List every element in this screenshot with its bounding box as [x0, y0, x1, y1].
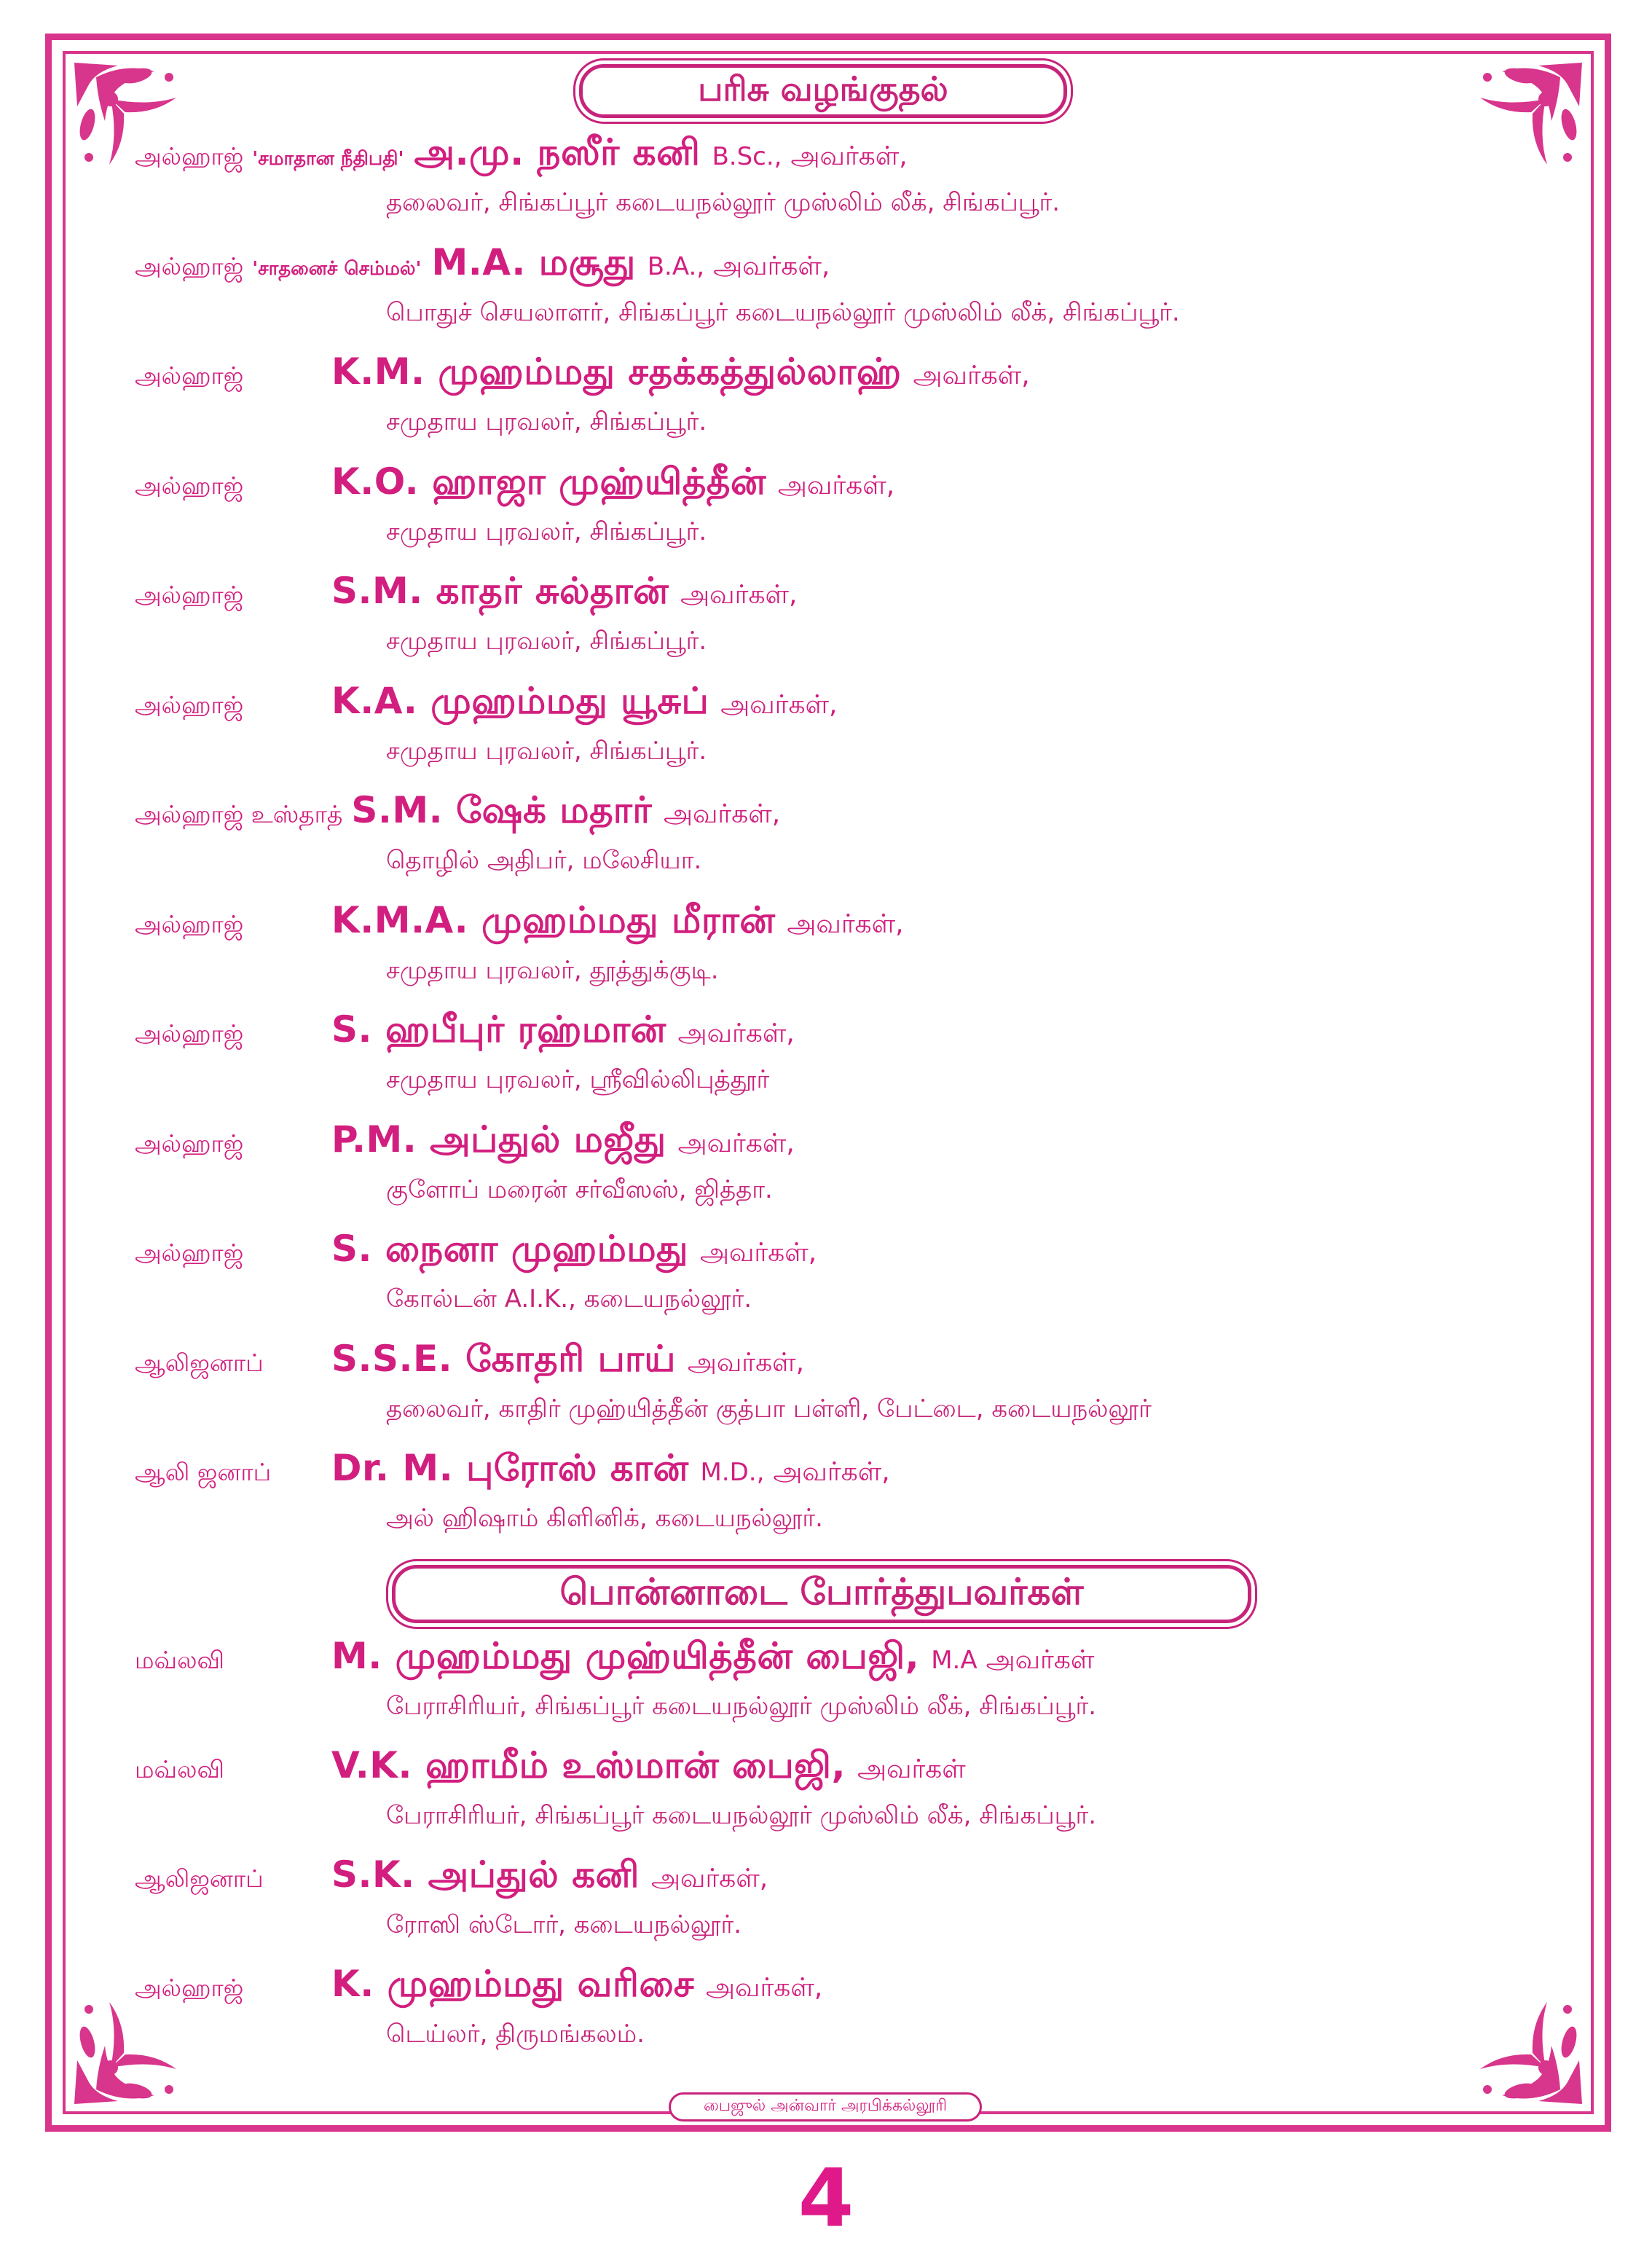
honorific-suffix: அவர்கள், — [706, 1973, 823, 2003]
honorific-prefix: அல்ஹாஜ் — [135, 1239, 244, 1267]
honoree-name: S. நைனா முஹம்மது — [331, 1228, 688, 1270]
honoree-name: S. ஹபீபுர் ரஹ்மான் — [331, 1008, 666, 1051]
honoree-designation: பொதுச் செயலாளர், சிங்கப்பூர் கடையநல்லூர் முஸ்லிம் லீக், சிங்கப்பூர். — [386, 297, 1180, 327]
honoree-name: S.K. அப்துல் கனி — [331, 1853, 640, 1896]
honorific-prefix: அல்ஹாஜ் — [135, 251, 244, 280]
degree: B.Sc., — [712, 142, 782, 171]
honoree-name: M.A. மசூது — [431, 240, 636, 283]
honorific-prefix: அல்ஹாஜ் — [135, 1129, 244, 1158]
honoree-designation: குளோப் மரைன் சர்வீஸஸ், ஜித்தா. — [386, 1174, 773, 1204]
honoree-designation: சமுதாய புரவலர், சிங்கப்பூர். — [386, 517, 707, 546]
honoree-title-line — [135, 899, 904, 946]
honorific-suffix: அவர்கள், — [687, 1347, 805, 1378]
honoree-designation: கோல்டன் A.I.K., கடையநல்லூர். — [386, 1284, 752, 1314]
honoree-designation: அல் ஹிஷாம் கிளினிக், கடையநல்லூர். — [386, 1504, 823, 1533]
honoree-name: K.M.A. முஹம்மது மீரான் — [331, 898, 776, 941]
honorific-suffix: அவர்கள், — [677, 1128, 795, 1158]
honoree-title-line — [135, 350, 1030, 398]
honoree-title-line — [135, 1118, 795, 1166]
honorific-prefix: அல்ஹாஜ் — [135, 142, 244, 170]
honoree-name: M. முஹம்மது முஹ்யித்தீன் பைஜி, — [331, 1635, 920, 1677]
honorific-title: 'சமாதான நீதிபதி' — [252, 148, 404, 170]
honoree-title-line — [135, 1338, 804, 1385]
page-number: 4 — [798, 2151, 854, 2245]
honoree-name: அ.மு. நஸீர் கனி — [414, 131, 701, 173]
honorific-prefix: ஆலி ஜனாப் — [135, 1458, 272, 1486]
honoree-title-line — [135, 680, 837, 727]
honorific-suffix: அவர்கள், — [677, 1018, 795, 1048]
degree: B.A., — [647, 251, 705, 281]
honorific-prefix: அல்ஹாஜ் — [135, 471, 244, 500]
honorific-prefix: அல்ஹாஜ் உஸ்தாத் — [135, 800, 343, 828]
honoree-title-line — [135, 241, 830, 289]
honorific-suffix: அவர்கள், — [699, 1238, 817, 1268]
honorific-suffix: அவர்கள், — [663, 799, 781, 829]
honoree-designation: சமுதாய புரவலர், ஸ்ரீவில்லிபுத்தூர் — [386, 1065, 770, 1094]
honoree-name: K.A. முஹம்மது யூசுப் — [331, 679, 709, 722]
honoree-name: Dr. M. புரோஸ் கான் — [331, 1447, 689, 1489]
honorific-prefix: அல்ஹாஜ் — [135, 361, 244, 390]
honoree-title-line — [135, 1635, 1094, 1682]
honoree-name: K.O. ஹாஜா முஹ்யித்தீன் — [331, 460, 766, 503]
honorific-prefix: அல்ஹாஜ் — [135, 1974, 244, 2002]
honorific-prefix: அல்ஹாஜ் — [135, 909, 244, 938]
honorific-suffix: அவர்கள், — [787, 908, 904, 939]
honorific-prefix: ஆலிஜனாப் — [135, 1864, 264, 1893]
honorific-prefix: அல்ஹாஜ் — [135, 581, 244, 609]
honorific-suffix: அவர்கள், — [773, 1457, 890, 1487]
honoree-name: S.M. காதர் சுல்தான் — [331, 570, 669, 612]
degree: M.A — [931, 1646, 978, 1675]
honorific-title: 'சாதனைச் செம்மல்' — [252, 257, 422, 280]
honoree-title-line — [135, 1008, 795, 1056]
honorific-suffix: அவர்கள், — [777, 470, 895, 501]
section-heading-shawl: பொன்னாடை போர்த்துபவர்கள் — [392, 1565, 1251, 1623]
honoree-designation: பேராசிரியர், சிங்கப்பூர் கடையநல்லூர் முஸ்லிம் லீக், சிங்கப்பூர். — [386, 1801, 1097, 1830]
honorific-suffix: அவர்கள், — [713, 251, 830, 281]
floral-corner-icon — [1466, 55, 1589, 179]
honorific-suffix: அவர்கள், — [720, 689, 838, 720]
honoree-designation: சமுதாய புரவலர், சிங்கப்பூர். — [386, 407, 707, 436]
honoree-name: K.M. முஹம்மது சதக்கத்துல்லாஹ் — [331, 350, 902, 393]
honoree-designation: சமுதாய புரவலர், சிங்கப்பூர். — [386, 627, 707, 656]
honoree-title-line — [135, 131, 908, 178]
honorific-prefix: மவ்லவி — [135, 1755, 225, 1783]
honorific-suffix: அவர்கள், — [790, 141, 908, 171]
honoree-title-line — [135, 1447, 890, 1494]
honorific-prefix: அல்ஹாஜ் — [135, 1019, 244, 1048]
honoree-title-line — [135, 789, 780, 836]
honoree-designation: தொழில் அதிபர், மலேசியா. — [386, 846, 702, 875]
honorific-prefix: அல்ஹாஜ் — [135, 690, 244, 719]
honoree-title-line — [135, 1853, 768, 1901]
honoree-designation: தலைவர், காதிர் முஹ்யித்தீன் குத்பா பள்ளி, பேட்டை, கடையநல்லூர் — [386, 1394, 1152, 1424]
honoree-title-line — [135, 1744, 966, 1791]
honoree-designation: சமுதாய புரவலர், சிங்கப்பூர். — [386, 736, 707, 766]
honoree-name: V.K. ஹாமீம் உஸ்மான் பைஜி, — [331, 1744, 846, 1786]
honoree-name: S.M. ஷேக் மதார் — [351, 789, 652, 831]
honorific-prefix: மவ்லவி — [135, 1646, 225, 1674]
honorific-suffix: அவர்கள் — [857, 1754, 966, 1784]
honoree-name: K. முஹம்மது வரிசை — [331, 1963, 695, 2005]
honoree-designation: தலைவர், சிங்கப்பூர் கடையநல்லூர் முஸ்லிம் லீக், சிங்கப்பூர். — [386, 188, 1061, 217]
honoree-designation: டெய்லர், திருமங்கலம். — [386, 2020, 645, 2049]
degree: M.D., — [700, 1458, 765, 1487]
college-footer-label: பைஜுல் அன்வார் அரபிக்கல்லூரி — [669, 2092, 982, 2122]
section-heading-gifts: பரிசு வழங்குதல் — [579, 64, 1067, 118]
honorific-suffix: அவர்கள், — [913, 361, 1030, 390]
honoree-title-line — [135, 1963, 822, 2010]
honoree-title-line — [135, 570, 797, 617]
honoree-name: P.M. அப்துல் மஜீது — [331, 1118, 666, 1161]
honoree-name: S.S.E. கோதரி பாய் — [331, 1337, 676, 1380]
honorific-suffix: அவர்கள், — [680, 580, 798, 610]
honoree-designation: ரோஸி ஸ்டோர், கடையநல்லூர். — [386, 1910, 742, 1939]
honoree-designation: பேராசிரியர், சிங்கப்பூர் கடையநல்லூர் முஸ்லிம் லீக், சிங்கப்பூர். — [386, 1692, 1097, 1721]
honoree-designation: சமுதாய புரவலர், தூத்துக்குடி. — [386, 955, 719, 985]
honoree-title-line — [135, 460, 894, 508]
honorific-suffix: அவர்கள் — [986, 1645, 1095, 1675]
honorific-prefix: ஆலிஜனாப் — [135, 1348, 264, 1377]
honoree-title-line — [135, 1228, 817, 1275]
honorific-suffix: அவர்கள், — [651, 1864, 768, 1893]
floral-corner-icon — [1466, 1987, 1589, 2111]
